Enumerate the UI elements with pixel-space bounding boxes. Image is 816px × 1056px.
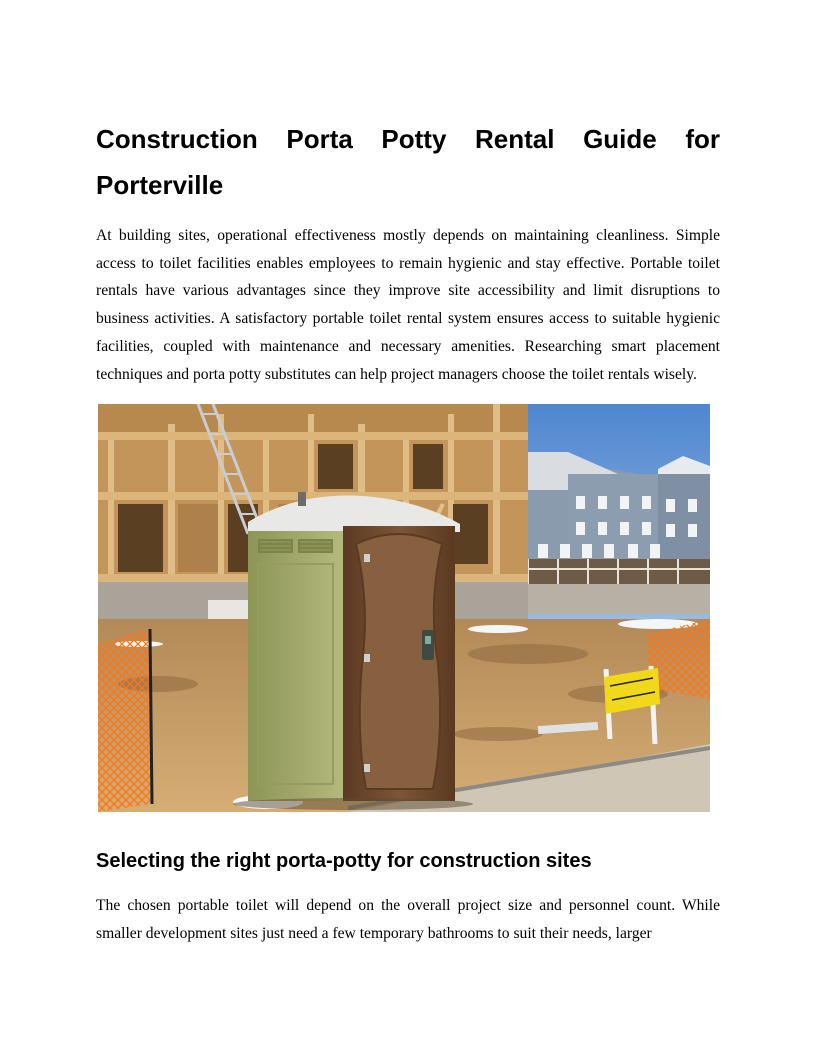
intro-paragraph: At building sites, operational effectiveness mostly depends on maintaining cleanliness. Simple access to toilet facilities enables employees to remain hygienic and stay effective. Portable toilet rentals have various advantages since they improve site accessibility and limit disruptions to business activities. A satisfactory portable toilet rental system ensures access to suitable hygienic facilities, coupled with maintenance and necessary amenities. Researching smart placement techniques and porta potty substitutes can help project managers choose the toilet rentals wisely.: [96, 227, 720, 383]
construction-site-photo: [98, 404, 710, 812]
document-title: Construction Porta Potty Rental Guide for Porterville: [96, 124, 720, 200]
section-heading: Selecting the right porta-potty for construction sites: [96, 850, 592, 872]
section-paragraph: The chosen portable toilet will depend on the overall project size and personnel count. While smaller development sites just need a few temporary bathrooms to suit their needs, larger: [96, 897, 720, 942]
